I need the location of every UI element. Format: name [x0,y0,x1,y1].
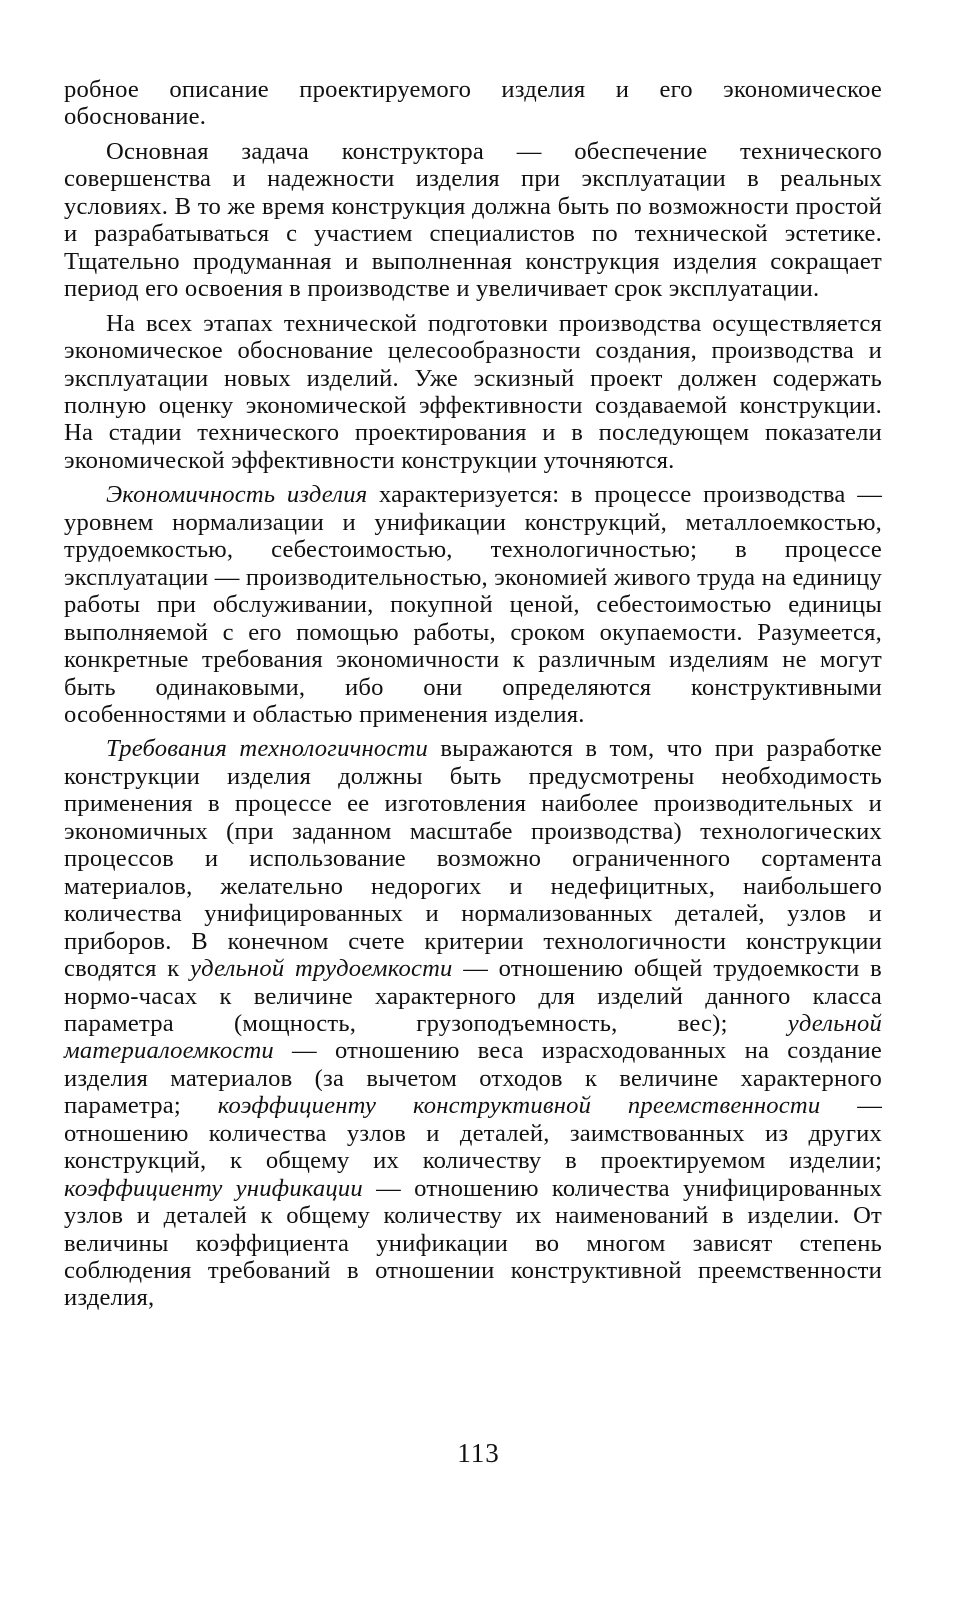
term-specific-material: удельной материалоемкости [64,1009,882,1065]
page-body [64,76,882,1312]
paragraph-3: На всех этапах технической подготовки производства осуществляется экономическое обоснование целесообразности создания, производства и эксплуатации новых изделий. Уже эскизный проект должен содержать полную оценку экономической эффективности создаваемой конструкции. На стадии технического проектирования и в последующем показатели экономической эффективности конструкции уточняются. [64,309,882,474]
paragraph-4-text: характеризуется: в процессе производства — уровнем нормализации и унификации конструкций, металлоемкостью, трудоемкостью, себестоимостью, технологичностью; в процессе эксплуатации — производительностью, экономией живого труда на единицу работы при обслуживании, покупной ценой, себестоимостью единицы выполняемой с его помощью работы, сроком окупаемости. Разумеется, конкретные требования экономичности к различным изделиям не могут быть одинаковыми, ибо они определяются конструктивными особенностями и областью применения изделия. [64,481,882,728]
paragraph-4 [64,481,882,728]
paragraph-1: робное описание проектируемого изделия и его экономическое обоснование. [64,76,882,131]
term-technology-requirements: Требования технологичности [106,735,428,763]
term-economy: Экономичность изделия [106,481,368,509]
paragraph-5 [64,735,882,1312]
paragraph-5-text-d: — отношению количества узлов и деталей, заимствованных из других конструкций, к общему их количеству в проектируемом изделии; [64,1092,882,1175]
term-unification-coefficient: коэффициенту унификации [64,1174,363,1202]
paragraph-5-text-b: — отношению общей трудоемкости в нормо-часах к величине характерного для изделий данного класса параметра (мощность, грузоподъемность, вес); [64,955,882,1037]
paragraph-5-text-a: выражаются в том, что при разработке конструкции изделия должны быть предусмотрены необходимость применения в процессе ее изготовления наиболее производительных и экономичных (при заданном масштабе производства) технологических процессов и использование возможно ограниченного сортамента материалов, желательно недорогих и недефицитных, наибольшего количества унифицированных и нормализованных деталей, узлов и приборов. В конечном счете критерии технологичности конструкции сводятся к [64,735,882,983]
paragraph-2: Основная задача конструктора — обеспечение технического совершенства и надежности изделия при эксплуатации в реальных условиях. В то же время конструкция должна быть по возможности простой и разрабатываться с участием специалистов по технической эстетике. Тщательно продуманная и выполненная конструкция изделия сокращает период его освоения в производстве и увеличивает срок эксплуатации. [64,137,882,303]
paragraph-5-text-c: — отношению веса израсходованных на создание изделия материалов (за вычетом отходов к величине характерного параметра; [64,1037,882,1120]
term-specific-labor: удельной трудоемкости [190,955,453,983]
paragraph-5-text-e: — отношению количества унифицированных узлов и деталей к общему количеству их наименований в изделии. От величины коэффициента унификации во многом зависят степень соблюдения требований в отношении конструктивной преемственности изделия, [64,1174,882,1312]
page-number: 113 [457,1438,500,1468]
term-continuity-coefficient: коэффициенту конструктивной преемственности [217,1092,821,1120]
